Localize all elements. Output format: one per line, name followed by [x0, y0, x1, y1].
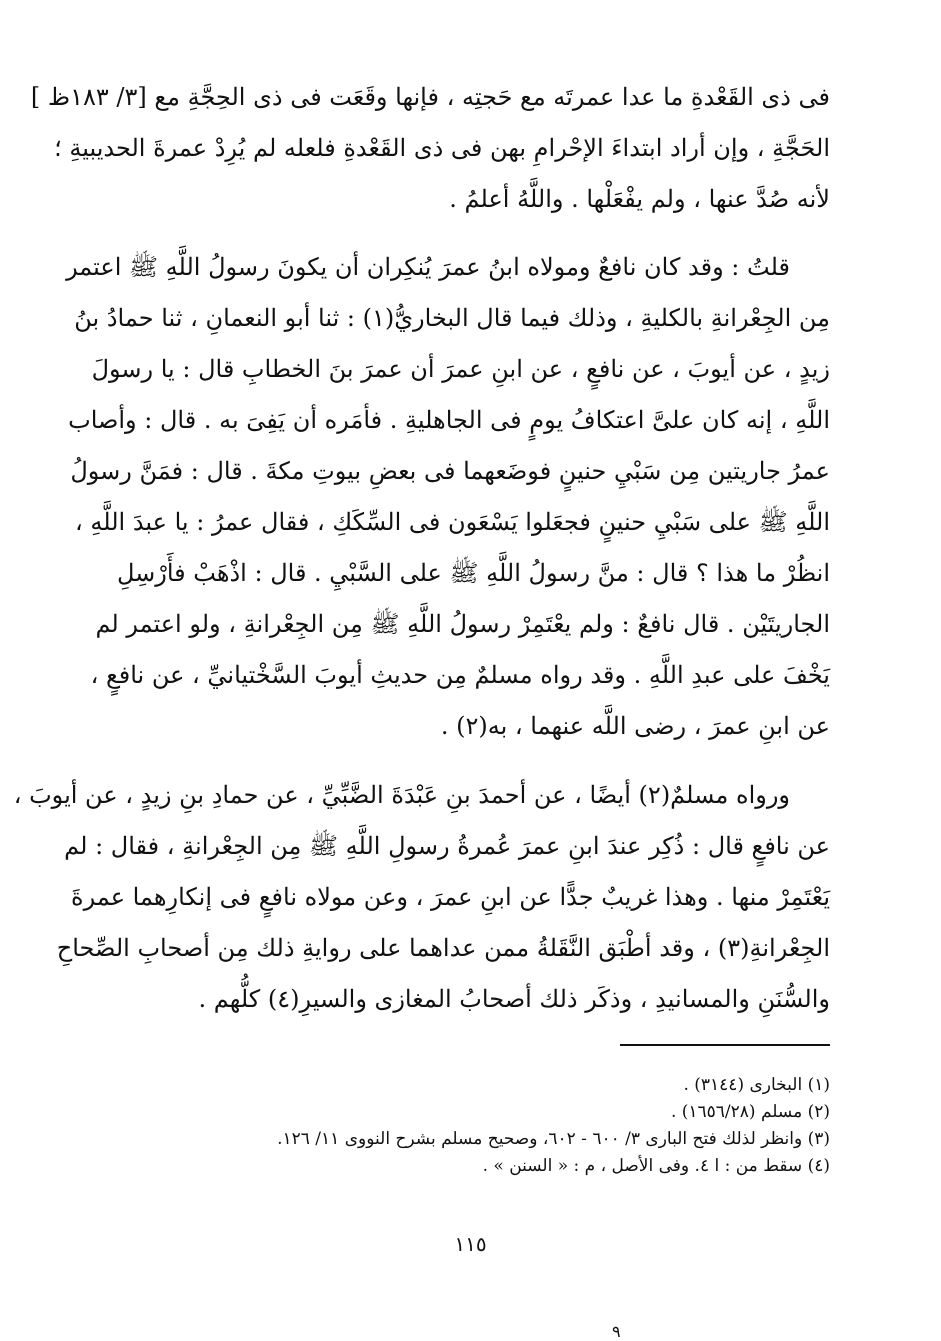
text-line: لأنه صُدَّ عنها ، ولم يفْعَلْها . واللَّهُ أعلمُ .	[449, 185, 830, 213]
text-line: ورواه مسلمٌ(٢) أيضًا ، عن أحمدَ بنِ عَبْدَةَ الضَّبِّيِّ ، عن حمادِ بنِ زيدٍ ، عن أيوبَ ،	[13, 781, 790, 809]
text-line: يَخْفَ على عبدِ اللَّهِ . وقد رواه مسلمٌ مِن حديثِ أيوبَ السَّخْتيانيِّ ، عن نافعٍ ،	[90, 661, 830, 689]
text-line: الحَجَّةِ ، وإن أراد ابتداءَ الإحْرامِ بهن فى ذى القَعْدةِ فلعله لم يُرِدْ عمرةَ الحديبيةِ ؛	[54, 134, 830, 162]
signature-mark: ٩	[612, 1322, 621, 1341]
paragraph-1	[30, 72, 830, 225]
footnote-3: (٣) وانظر لذلك فتح البارى ٣/ ٦٠٠ - ٦٠٢، وصحيح مسلم بشرح النووى ١١/ ١٢٦.	[277, 1129, 830, 1149]
paragraph-2	[66, 242, 830, 752]
footnote-2: (٢) مسلم (١٦٥٦/٢٨) .	[670, 1102, 830, 1122]
footnote-4: (٤) سقط من : ا ٤. وفى الأصل ، م : « السنن » .	[482, 1156, 830, 1176]
footnote-1: (١) البخارى (٣١٤٤) .	[683, 1075, 830, 1095]
footnote-divider	[620, 1044, 830, 1046]
text-line: اللَّهِ ، إنه كان علىَّ اعتكافُ يومٍ فى الجاهليةِ . فأمَره أن يَفِىَ به . قال : وأصاب	[68, 406, 830, 434]
text-line: عن نافعٍ قال : ذُكِر عندَ ابنِ عمرَ عُمرةُ رسولِ اللَّهِ ﷺ مِن الجِعْرانةِ ، فقال : لم	[64, 832, 830, 860]
text-line: والسُّنَنِ والمسانيدِ ، وذكَر ذلك أصحابُ المغازى والسيرِ(٤) كلُّهم .	[198, 985, 830, 1013]
text-line: الجِعْرانةِ(٣) ، وقد أطْبَق النَّقَلةُ ممن عداهما على روايةِ ذلك مِن أصحابِ الصِّحاحِ	[56, 934, 830, 962]
text-line: زيدٍ ، عن أيوبَ ، عن نافعٍ ، عن ابنِ عمرَ أن عمرَ بنَ الخطابِ قال : يا رسولَ	[91, 355, 830, 383]
paragraph-3	[13, 770, 830, 1025]
text-line: انظُرْ ما هذا ؟ قال : منَّ رسولُ اللَّهِ ﷺ على السَّبْيِ . قال : اذْهَبْ فأَرْسِلِ	[116, 559, 830, 587]
text-line: مِن الجِعْرانةِ بالكليةِ ، وذلك فيما قال البخاريُّ(١) : ثنا أبو النعمانِ ، ثنا حمادُ بنُ	[74, 304, 830, 332]
text-line: عمرُ جاريتين مِن سَبْيِ حنينٍ فوضَعهما فى بعضِ بيوتِ مكةَ . قال : فمَنَّ رسولُ	[70, 457, 830, 485]
text-line: قلتُ : وقد كان نافعٌ ومولاه ابنُ عمرَ يُنكِران أن يكونَ رسولُ اللَّهِ ﷺ اعتمر	[66, 253, 790, 281]
text-line: عن ابنِ عمرَ ، رضى اللَّه عنهما ، به(٢) .	[440, 712, 830, 740]
text-line: اللَّهِ ﷺ على سَبْيِ حنينٍ فجعَلوا يَسْعَون فى السِّكَكِ ، فقال عمرُ : يا عبدَ اللَّهِ ،	[75, 508, 830, 536]
footnotes	[150, 1072, 830, 1180]
page-number: ١١٥	[454, 1232, 487, 1256]
text-line: فى ذى القَعْدةِ ما عدا عمرتَه مع حَجتِه ، فإنها وقَعَت فى ذى الحِجَّةِ مع [٣/ ١٨٣ظ ]	[30, 83, 830, 111]
text-line: الجاريتَيْن . قال نافعٌ : ولم يعْتَمِرْ رسولُ اللَّهِ ﷺ مِن الجِعْرانةِ ، ولو اعتمر لم	[95, 610, 830, 638]
text-line: يَعْتَمِرْ منها . وهذا غريبٌ جدًّا عن ابنِ عمرَ ، وعن مولاه نافعٍ فى إنكارِهما عمرةَ	[71, 883, 830, 911]
